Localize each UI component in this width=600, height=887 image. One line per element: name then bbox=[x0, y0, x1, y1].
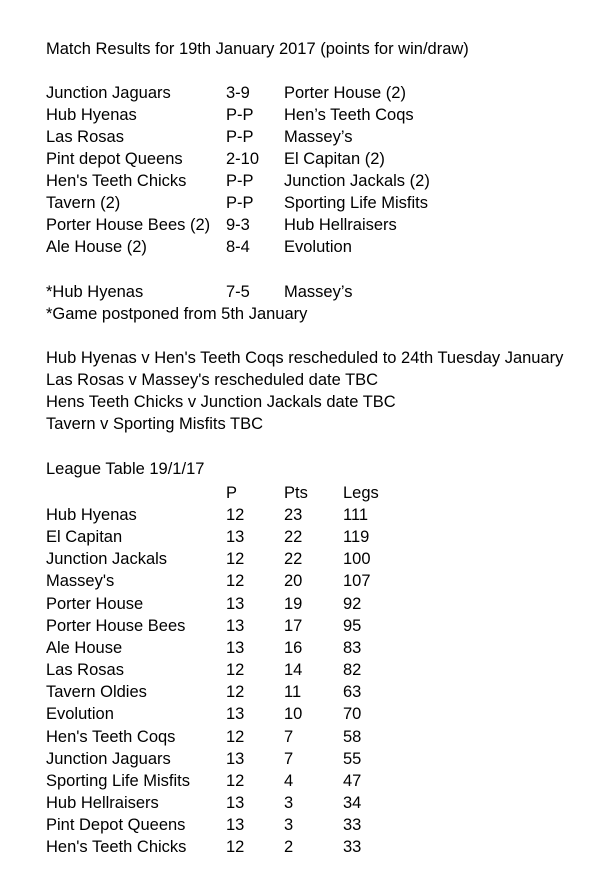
league-legs-cell: 119 bbox=[343, 528, 370, 546]
league-p-cell: 13 bbox=[226, 639, 245, 657]
result-away: Porter House (2) bbox=[284, 84, 406, 102]
result-away: El Capitan (2) bbox=[284, 150, 385, 168]
league-p-cell: 12 bbox=[226, 772, 245, 790]
league-legs-cell: 63 bbox=[343, 683, 362, 701]
league-legs-cell: 70 bbox=[343, 705, 362, 723]
league-p-cell: 12 bbox=[226, 661, 245, 679]
league-p-cell: 12 bbox=[226, 683, 245, 701]
league-p-cell: 13 bbox=[226, 617, 245, 635]
league-team-cell: Junction Jackals bbox=[46, 550, 168, 568]
league-pts-cell: 17 bbox=[284, 617, 303, 635]
result-score: P-P bbox=[226, 106, 254, 124]
results-title: Match Results for 19th January 2017 (points for win/draw) bbox=[46, 40, 469, 58]
league-legs-cell: 47 bbox=[343, 772, 362, 790]
result-home: Junction Jaguars bbox=[46, 84, 171, 102]
league-pts-cell: 20 bbox=[284, 572, 303, 590]
result-home: Ale House (2) bbox=[46, 238, 147, 256]
reschedule-note: Hens Teeth Chicks v Junction Jackals date TBC bbox=[46, 393, 396, 411]
league-legs-cell: 92 bbox=[343, 595, 362, 613]
postponed-away: Massey’s bbox=[284, 283, 353, 301]
league-team-cell: Massey's bbox=[46, 572, 115, 590]
league-team-cell: Porter House Bees bbox=[46, 617, 186, 635]
result-score: P-P bbox=[226, 172, 254, 190]
result-score: 8-4 bbox=[226, 238, 250, 256]
league-pts-cell: 2 bbox=[284, 838, 294, 856]
league-title: League Table 19/1/17 bbox=[46, 460, 205, 478]
result-score: 3-9 bbox=[226, 84, 250, 102]
league-pts-cell: 10 bbox=[284, 705, 303, 723]
league-header-pts: Pts bbox=[284, 484, 308, 502]
league-team-cell: Tavern Oldies bbox=[46, 683, 147, 701]
league-pts-cell: 7 bbox=[284, 750, 294, 768]
league-legs-cell: 107 bbox=[343, 572, 371, 590]
league-team-cell: Porter House bbox=[46, 595, 144, 613]
league-legs-cell: 83 bbox=[343, 639, 362, 657]
league-p-cell: 12 bbox=[226, 550, 245, 568]
league-p-cell: 12 bbox=[226, 572, 245, 590]
league-pts-cell: 23 bbox=[284, 506, 303, 524]
league-p-cell: 13 bbox=[226, 794, 245, 812]
result-away: Evolution bbox=[284, 238, 352, 256]
result-home: Hen's Teeth Chicks bbox=[46, 172, 187, 190]
league-p-cell: 12 bbox=[226, 506, 245, 524]
league-pts-cell: 22 bbox=[284, 550, 303, 568]
league-legs-cell: 111 bbox=[343, 506, 369, 524]
league-pts-cell: 16 bbox=[284, 639, 303, 657]
league-team-cell: Hen's Teeth Coqs bbox=[46, 728, 176, 746]
league-header-p: P bbox=[226, 484, 238, 502]
league-pts-cell: 14 bbox=[284, 661, 303, 679]
league-legs-cell: 82 bbox=[343, 661, 362, 679]
league-team-cell: Hub Hyenas bbox=[46, 506, 137, 524]
reschedule-note: Hub Hyenas v Hen's Teeth Coqs rescheduled to 24th Tuesday January bbox=[46, 349, 564, 367]
reschedule-note: Tavern v Sporting Misfits TBC bbox=[46, 415, 264, 433]
league-legs-cell: 34 bbox=[343, 794, 362, 812]
league-p-cell: 13 bbox=[226, 705, 245, 723]
league-team-cell: Sporting Life Misfits bbox=[46, 772, 190, 790]
result-home: Las Rosas bbox=[46, 128, 124, 146]
league-pts-cell: 3 bbox=[284, 794, 294, 812]
result-home: Pint depot Queens bbox=[46, 150, 183, 168]
league-team-cell: Hen's Teeth Chicks bbox=[46, 838, 187, 856]
league-p-cell: 13 bbox=[226, 595, 245, 613]
league-pts-cell: 11 bbox=[284, 683, 302, 701]
postponed-note: *Game postponed from 5th January bbox=[46, 305, 308, 323]
league-team-cell: Junction Jaguars bbox=[46, 750, 171, 768]
reschedule-note: Las Rosas v Massey's rescheduled date TBC bbox=[46, 371, 379, 389]
result-score: 2-10 bbox=[226, 150, 260, 168]
league-p-cell: 12 bbox=[226, 728, 245, 746]
league-legs-cell: 95 bbox=[343, 617, 362, 635]
result-away: Massey’s bbox=[284, 128, 353, 146]
league-p-cell: 13 bbox=[226, 528, 245, 546]
league-team-cell: Pint Depot Queens bbox=[46, 816, 186, 834]
postponed-home: *Hub Hyenas bbox=[46, 283, 144, 301]
league-team-cell: Las Rosas bbox=[46, 661, 124, 679]
league-team-cell: El Capitan bbox=[46, 528, 123, 546]
league-legs-cell: 100 bbox=[343, 550, 371, 568]
league-pts-cell: 3 bbox=[284, 816, 294, 834]
league-legs-cell: 33 bbox=[343, 816, 362, 834]
result-score: P-P bbox=[226, 128, 254, 146]
league-pts-cell: 4 bbox=[284, 772, 294, 790]
league-pts-cell: 22 bbox=[284, 528, 303, 546]
result-home: Tavern (2) bbox=[46, 194, 121, 212]
result-score: P-P bbox=[226, 194, 254, 212]
league-legs-cell: 58 bbox=[343, 728, 362, 746]
league-team-cell: Hub Hellraisers bbox=[46, 794, 159, 812]
league-p-cell: 13 bbox=[226, 816, 245, 834]
result-away: Junction Jackals (2) bbox=[284, 172, 430, 190]
result-home: Hub Hyenas bbox=[46, 106, 137, 124]
league-p-cell: 13 bbox=[226, 750, 245, 768]
league-legs-cell: 55 bbox=[343, 750, 362, 768]
result-score: 9-3 bbox=[226, 216, 250, 234]
postponed-score: 7-5 bbox=[226, 283, 250, 301]
league-p-cell: 12 bbox=[226, 838, 245, 856]
league-legs-cell: 33 bbox=[343, 838, 362, 856]
league-team-cell: Ale House bbox=[46, 639, 123, 657]
league-header-legs: Legs bbox=[343, 484, 379, 502]
result-away: Hub Hellraisers bbox=[284, 216, 397, 234]
result-away: Hen’s Teeth Coqs bbox=[284, 106, 414, 124]
league-pts-cell: 7 bbox=[284, 728, 294, 746]
league-team-cell: Evolution bbox=[46, 705, 114, 723]
result-home: Porter House Bees (2) bbox=[46, 216, 211, 234]
result-away: Sporting Life Misfits bbox=[284, 194, 428, 212]
league-pts-cell: 19 bbox=[284, 595, 303, 613]
